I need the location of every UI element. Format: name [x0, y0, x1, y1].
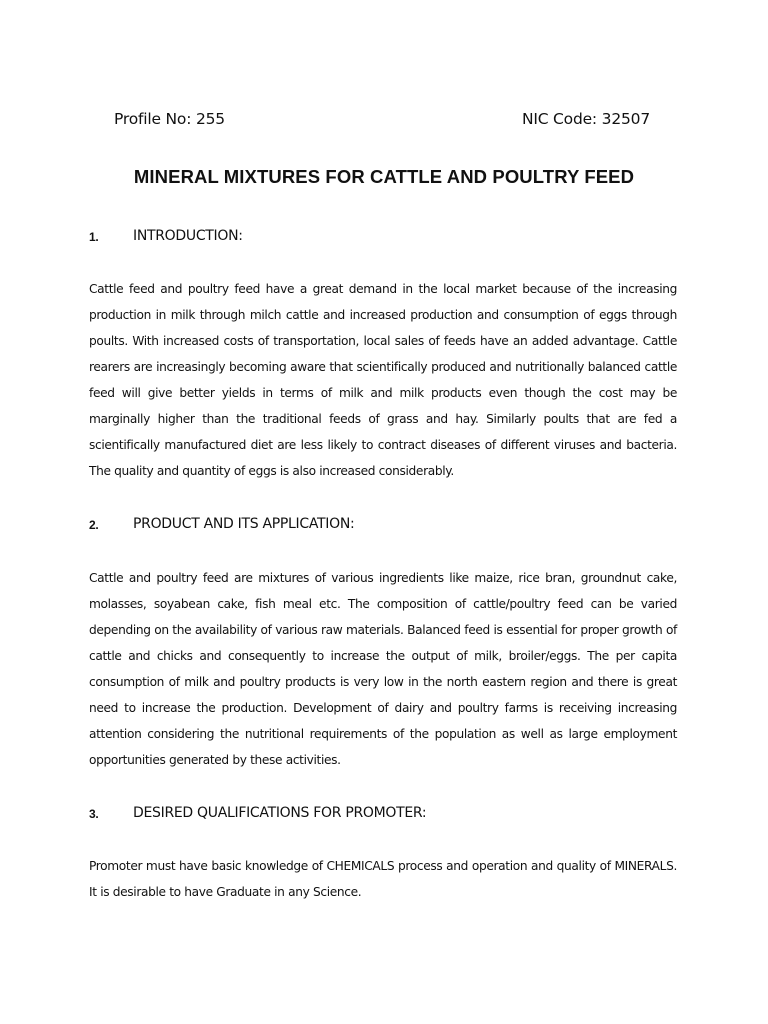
section-number: 2. — [89, 518, 99, 532]
section-heading-text: PRODUCT AND ITS APPLICATION: — [133, 516, 355, 532]
section-heading-product — [89, 516, 354, 532]
section-heading-text: DESIRED QUALIFICATIONS FOR PROMOTER: — [133, 805, 427, 821]
section-number: 3. — [89, 807, 99, 821]
document-header — [114, 110, 650, 136]
section-heading-qualifications — [89, 805, 426, 821]
profile-number: Profile No: 255 — [114, 110, 225, 128]
document-title: MINERAL MIXTURES FOR CATTLE AND POULTRY FEED — [133, 166, 635, 187]
section-heading-text: INTRODUCTION: — [133, 228, 243, 244]
paragraph-product: Cattle and poultry feed are mixtures of various ingredients like maize, rice bran, groundnut cake, molasses, soyabean cake, fish meal etc. The composition of cattle/poultry feed can be varied depending on the availability of various raw materials. Balanced feed is essential for proper growth of cattle and chicks and consequently to increase the output of milk, broiler/eggs. The per capita consumption of milk and poultry products is very low in the north eastern region and there is great need to increase the production. Development of dairy and poultry farms is receiving increasing attention considering the nutritional requirements of the population as well as large employment opportunities generated by these activities. — [89, 571, 677, 767]
paragraph-introduction: Cattle feed and poultry feed have a great demand in the local market because of the increasing production in milk through milch cattle and increased production and consumption of eggs through poults. With increased costs of transportation, local sales of feeds have an added advantage. Cattle rearers are increasingly becoming aware that scientifically produced and nutritionally balanced cattle feed will give better yields in terms of milk and milk products even though the cost may be marginally higher than the traditional feeds of grass and hay. Similarly poults that are fed a scientifically manufactured diet are less likely to contract diseases of different viruses and bacteria. The quality and quantity of eggs is also increased considerably. — [89, 282, 677, 478]
section-number: 1. — [89, 230, 99, 244]
paragraph-qualifications: Promoter must have basic knowledge of CHEMICALS process and operation and quality of MINERALS. It is desirable to have Graduate in any Science. — [89, 859, 677, 899]
section-heading-introduction — [89, 228, 243, 244]
nic-code: NIC Code: 32507 — [521, 110, 650, 128]
